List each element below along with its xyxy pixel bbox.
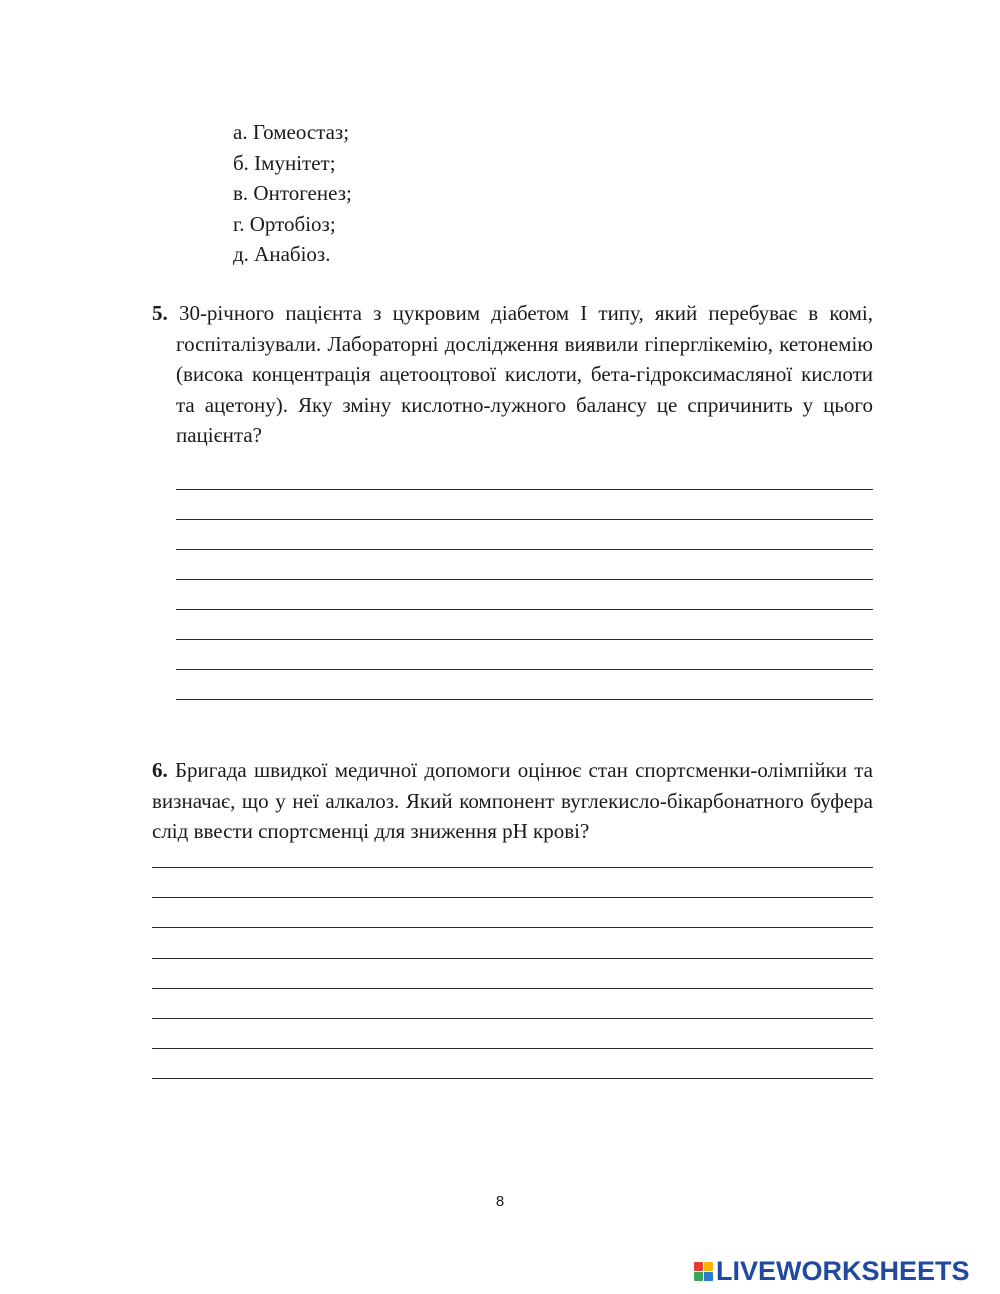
page-number: 8 xyxy=(495,1193,505,1210)
logo-square-yellow xyxy=(704,1262,713,1271)
question-5-number: 5. xyxy=(152,301,168,325)
option-e: д. Анабіоз. xyxy=(233,242,331,266)
logo-square-green xyxy=(694,1272,703,1281)
logo-square-blue xyxy=(704,1272,713,1281)
answer-line[interactable] xyxy=(176,579,873,580)
option-c: в. Онтогенез; xyxy=(233,181,352,205)
answer-options-list xyxy=(233,117,352,270)
answer-line[interactable] xyxy=(152,958,873,959)
option-b: б. Імунітет; xyxy=(233,150,336,175)
answer-line[interactable] xyxy=(152,867,873,868)
question-5-text: 30-річного пацієнта з цукровим діабетом І типу, який перебуває в комі, госпіталізували. Лабораторні дослідження виявили гіперглікемію, кетонемію (висока концентрація ацетооцтової кислоти, бета-гідроксимасляної кислоти та ацетону). Яку зміну кислотно-лужного балансу це спричинить у цього пацієнта? xyxy=(176,301,874,447)
option-d: г. Ортобіоз; xyxy=(233,211,336,236)
option-a: а. Гомеостаз; xyxy=(233,120,350,144)
liveworksheets-logo-icon xyxy=(694,1262,713,1281)
answer-line[interactable] xyxy=(152,1018,873,1019)
answer-line[interactable] xyxy=(152,897,873,898)
liveworksheets-brand[interactable] xyxy=(694,1256,970,1286)
answer-line[interactable] xyxy=(176,549,873,550)
answer-line[interactable] xyxy=(176,489,873,490)
answer-line[interactable] xyxy=(152,1048,873,1049)
answer-line[interactable] xyxy=(176,669,873,670)
answer-line[interactable] xyxy=(176,639,873,640)
answer-line[interactable] xyxy=(176,609,873,610)
question-5 xyxy=(152,298,873,451)
brand-name: LIVEWORKSHEETS xyxy=(716,1256,970,1286)
question-6 xyxy=(152,755,873,847)
answer-line[interactable] xyxy=(152,1078,873,1079)
question-6-number: 6. xyxy=(152,758,168,782)
answer-line[interactable] xyxy=(152,988,873,989)
answer-line[interactable] xyxy=(152,927,873,928)
question-6-text: Бригада швидкої медичної допомоги оцінює стан спортсменки-олімпійки та визначає, що у неї алкалоз. Який компонент вуглекисло-бікарбонатного буфера слід ввести спортсменці для зниження pH крові? xyxy=(152,758,873,843)
answer-line[interactable] xyxy=(176,699,873,700)
answer-line[interactable] xyxy=(176,519,873,520)
question-6-answer-area[interactable] xyxy=(152,867,873,1109)
question-5-answer-area[interactable] xyxy=(176,489,873,729)
logo-square-red xyxy=(694,1262,703,1271)
